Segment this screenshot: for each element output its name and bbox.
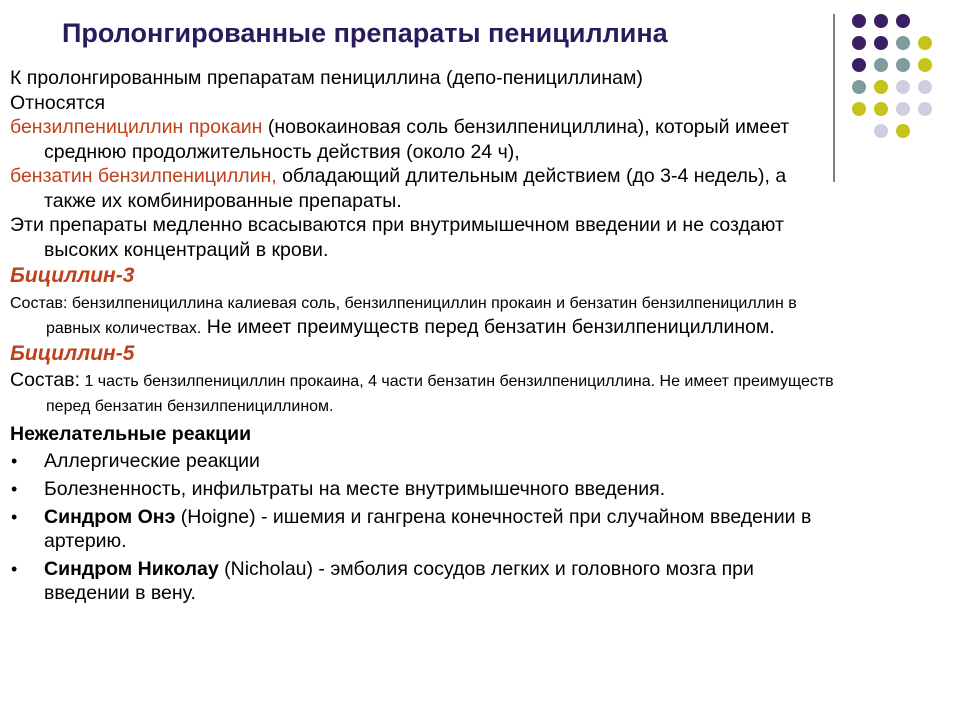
- list-item: • Аллергические реакции: [11, 449, 260, 472]
- benzathine-description: обладающий длительным действием (до 3-4 недель), а также их комбинированные препараты.: [44, 165, 787, 212]
- decorative-dot: [918, 102, 932, 116]
- decorative-dot: [852, 102, 866, 116]
- bicillin-5-heading: Бициллин-5: [10, 342, 135, 365]
- decorative-dot: [896, 14, 910, 28]
- decorative-dot: [874, 124, 888, 138]
- decorative-dot: [874, 80, 888, 94]
- adverse-reactions-list: [10, 449, 840, 605]
- list-item: • Болезненность, инфильтраты на месте внутримышечного введения.: [11, 477, 666, 500]
- benzathine-paragraph: [10, 164, 840, 213]
- decorative-dot: [874, 58, 888, 72]
- bullet-icon: •: [11, 506, 18, 527]
- decorative-dot: [852, 58, 866, 72]
- decorative-dot: [918, 36, 932, 50]
- intro-line-1: К пролонгированным препаратам пенициллина (депо-пенициллинам): [10, 67, 643, 89]
- decorative-dot: [874, 14, 888, 28]
- decorative-dot: [918, 58, 932, 72]
- bicillin-3-composition-small: Состав: бензилпенициллина калиевая соль, бензилпенициллин прокаин и бензатин бензилпенициллин в равных количествах.: [10, 295, 797, 337]
- bullet-icon: •: [11, 450, 18, 471]
- adverse-reactions-heading: Нежелательные реакции: [10, 423, 252, 445]
- decorative-dot: [896, 124, 910, 138]
- benzathine-name: бензатин бензилпенициллин,: [10, 165, 277, 187]
- decorative-dot: [896, 102, 910, 116]
- slide-title: Пролонгированные препараты пенициллина: [62, 18, 668, 48]
- bicillin-5-composition-label: Состав:: [10, 369, 81, 391]
- bicillin-3-heading: Бициллин-3: [10, 264, 135, 287]
- list-item: • Синдром Онэ (Hoigne) - ишемия и гангрена конечностей при случайном введении в артерию.: [11, 505, 812, 552]
- bicillin-5-composition: [10, 368, 840, 418]
- decorative-dot: [896, 80, 910, 94]
- procaine-paragraph: [10, 115, 840, 164]
- slide-body: [10, 66, 840, 609]
- decorative-dot: [874, 36, 888, 50]
- bicillin-3-composition: [10, 290, 840, 340]
- decorative-dot: [896, 58, 910, 72]
- bicillin-5-composition-text: 1 часть бензилпенициллин прокаина, 4 части бензатин бензилпенициллина. Не имеет преимуществ перед бензатин бензилпенициллином.: [46, 373, 834, 415]
- decorative-dot-grid: [852, 14, 952, 154]
- bicillin-3-note: Не имеет преимуществ перед бензатин бензилпенициллином.: [201, 316, 775, 338]
- decorative-dot: [852, 14, 866, 28]
- decorative-dot: [918, 80, 932, 94]
- bullet-icon: •: [11, 558, 18, 579]
- absorption-paragraph: Эти препараты медленно всасываются при внутримышечном введении и не создают высоких концентраций в крови.: [10, 214, 784, 261]
- decorative-dot: [852, 36, 866, 50]
- bullet-icon: •: [11, 478, 18, 499]
- decorative-dot: [874, 102, 888, 116]
- procaine-name: бензилпенициллин прокаин: [10, 116, 263, 138]
- intro-line-2: Относятся: [10, 91, 106, 114]
- decorative-dot: [896, 36, 910, 50]
- list-item: • Синдром Николау (Nicholau) - эмболия сосудов легких и головного мозга при введении в вену.: [11, 557, 754, 604]
- decorative-dot: [852, 80, 866, 94]
- procaine-description: (новокаиновая соль бензилпенициллина), который имеет среднюю продолжительность действия (около 24 ч),: [44, 116, 790, 163]
